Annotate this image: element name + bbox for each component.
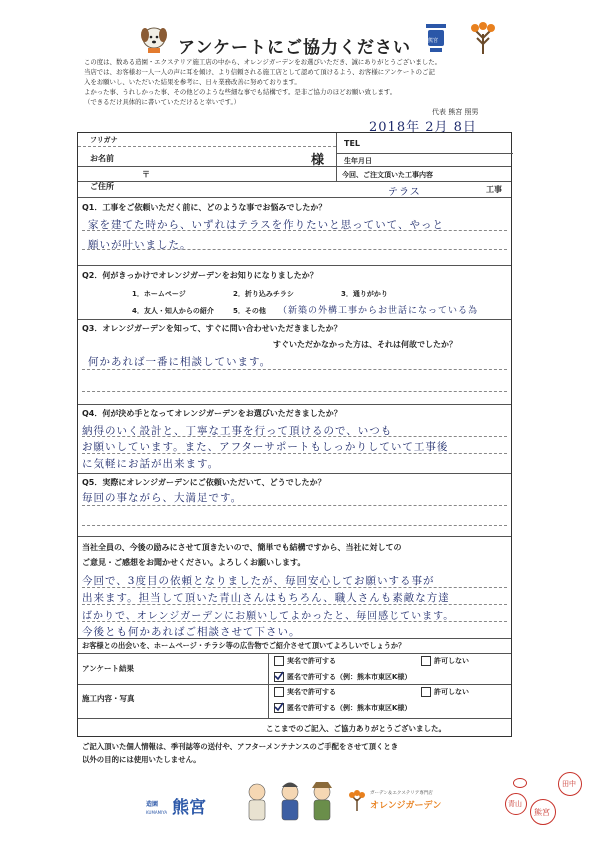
orange-tree-small-icon <box>348 790 366 812</box>
intro-line: よかった事、うれしかった事、その他どのような些細な事でも結構です。是非ご協力のほどお願い致します。 <box>84 88 397 96</box>
question-3-sub: すぐいただかなかった方は、それは何故でしたか？ <box>273 340 457 349</box>
ad-permission-question: お客様との出会いを、ホームページ・チラシ等の広告物でご紹介させて頂いてよろしいでしょうか？ <box>82 641 406 650</box>
birthday-label: 生年月日 <box>344 157 372 165</box>
tel-label: TEL <box>344 139 361 148</box>
address-label: ご住所 <box>90 182 114 191</box>
work-label: 今回、ご注文頂いた工事内容 <box>342 171 433 179</box>
anon-label: 匿名で許可する（例：熊本市東区K様） <box>287 673 412 681</box>
answer-1-line2[interactable]: 願いが叶いました。 <box>88 239 192 251</box>
answer-2-other[interactable]: （新築の外構工事からお世話になっている為 <box>278 306 479 316</box>
intro-line: （できるだけ具体的に書いていただけると幸いです。） <box>84 98 241 106</box>
stamp-text: 青山 <box>508 800 522 808</box>
privacy-line: ご記入頂いた個人情報は、季刊誌等の送付や、アフターメンテナンスのご手配をさせて頂くとき <box>82 742 399 751</box>
privacy-notice <box>82 740 522 766</box>
photo-real-name-option[interactable] <box>274 687 336 697</box>
answer-6-line3[interactable]: ばかりで、オレンジガーデンにお願いしてよかったと、毎回感じています。 <box>82 611 455 622</box>
stamp-mark-small <box>513 778 527 788</box>
real-name-label: 実名で許可する <box>287 688 336 696</box>
checkbox[interactable] <box>274 687 284 697</box>
dog-mascot-icon <box>137 24 171 54</box>
answer-4-line1[interactable]: 納得のいく設計と、丁寧な工事を行って頂けるので、いつも <box>82 425 393 437</box>
photo-anonymous-option[interactable] <box>274 703 411 713</box>
answer-6-line2[interactable]: 出来ます。担当して頂いた青山さんはもちろん、職人さんも素敵な方達 <box>82 592 450 604</box>
checkbox[interactable] <box>274 656 284 666</box>
intro-text <box>84 57 554 107</box>
answer-4-line3[interactable]: に気軽にお話が出来ます。 <box>82 458 220 470</box>
survey-not-allowed-option[interactable] <box>421 656 469 666</box>
checkbox-checked[interactable] <box>274 703 284 713</box>
photo-not-allowed-option[interactable] <box>421 687 469 697</box>
intro-line: 当店では、お客様お一人一人の声に耳を傾け、より信頼される施工店として認めて頂けるよう、お客様にアンケートのご記 <box>84 68 435 76</box>
stamp-text: 田中 <box>562 780 576 788</box>
answer-5[interactable]: 毎回の事ながら、大満足です。 <box>82 492 243 504</box>
question-6-line1: 当社全員の、今後の励みにさせて頂きたいので、簡単でも結構ですから、当社に対しての <box>82 543 402 552</box>
stamp-kumamiya <box>530 799 556 825</box>
q2-option-passing[interactable]: 3．通りがかり <box>341 290 388 298</box>
survey-date[interactable]: 2018年 2月 8日 <box>369 120 477 135</box>
intro-line: この度は、数ある造園・エクステリア施工店の中から、オレンジガーデンをお選びいただき、誠にありがとうございました。 <box>84 58 441 66</box>
kumamiya-small: 造園 <box>146 801 159 808</box>
checkbox[interactable] <box>421 687 431 697</box>
logo-text: 熊宮 <box>428 38 439 44</box>
orange-sub: ガーデン＆エクステリア専門店 <box>370 791 433 796</box>
answer-3[interactable]: 何かあれば一番に相談しています。 <box>88 356 272 368</box>
name-label: お名前 <box>90 154 114 163</box>
stamp-tanaka <box>558 772 582 796</box>
anon-label: 匿名で許可する（例：熊本市東区K様） <box>287 704 412 712</box>
closing-message: ここまでのご記入、ご協力ありがとうございました。 <box>266 724 446 733</box>
checkbox[interactable] <box>421 656 431 666</box>
orange-tree-icon <box>468 20 498 56</box>
survey-anonymous-option[interactable] <box>274 672 411 682</box>
kumamiya-sub: KUMAMIYA <box>146 810 168 815</box>
representative-signature: 代表 熊宮 照男 <box>432 108 479 116</box>
privacy-line: 以外の目的には使用いたしません。 <box>82 755 201 764</box>
stamp-aoyama <box>505 793 527 815</box>
question-5: Q5．実際にオレンジガーデンにご依頼いただいて、どうでしたか？ <box>82 478 326 487</box>
orange-name: オレンジガーデン <box>370 801 442 811</box>
question-1: Q1．工事をご依頼いただく前に、どのような事でお悩みでしたか？ <box>82 203 327 212</box>
q2-option-homepage[interactable]: 1．ホームページ <box>132 290 186 298</box>
page-title: アンケートにご協力ください <box>178 38 411 58</box>
survey-real-name-option[interactable] <box>274 656 336 666</box>
furigana-label: フリガナ <box>90 136 118 144</box>
q2-option-flyer[interactable]: 2．折り込みチラシ <box>233 290 294 298</box>
name-suffix: 様 <box>311 153 325 168</box>
address-prefix: 〒 <box>142 170 150 179</box>
work-value[interactable]: テラス <box>388 187 421 198</box>
answer-4-line2[interactable]: お願いしています。また、アフターサポートもしっかりしていて工事後 <box>82 441 449 453</box>
answer-6-line1[interactable]: 今回で、3度目の依頼となりましたが、毎回安心してお願いする事が <box>82 575 435 587</box>
staff-illustration-icon <box>242 778 342 824</box>
checkbox-checked[interactable] <box>274 672 284 682</box>
work-photo-label: 施工内容・写真 <box>82 694 135 703</box>
work-suffix: 工事 <box>486 185 502 194</box>
q2-option-other[interactable]: 5．その他 <box>233 307 266 315</box>
answer-6-line4[interactable]: 今後とも何かあればご相談させて下さい。 <box>82 626 301 638</box>
survey-result-label: アンケート結果 <box>82 664 135 673</box>
kumamiya-name: 熊宮 <box>172 798 206 818</box>
intro-line: 入をお願いし、いただいた結果を参考に、日々業務改善に努めております。 <box>84 78 301 86</box>
question-4: Q4．何が決め手となってオレンジガーデンをお選びいただきましたか？ <box>82 409 342 418</box>
stamp-text: 熊宮 <box>534 808 550 817</box>
real-name-label: 実名で許可する <box>287 657 336 665</box>
answer-1-line1[interactable]: 家を建てた時から、いずれはテラスを作りたいと思っていて、やっと <box>88 219 444 231</box>
question-6-line2: ご意見・ご感想をお聞かせください。よろしくお願いします。 <box>82 558 306 567</box>
question-3: Q3．オレンジガーデンを知って、すぐに問い合わせいただきましたか？ <box>82 324 342 333</box>
not-allowed-label: 許可しない <box>434 657 469 665</box>
question-2: Q2．何がきっかけでオレンジガーデンをお知りになりましたか？ <box>82 271 318 280</box>
q2-option-referral[interactable]: 4．友人・知人からの紹介 <box>132 307 214 315</box>
not-allowed-label: 許可しない <box>434 688 469 696</box>
survey-form <box>77 132 512 737</box>
